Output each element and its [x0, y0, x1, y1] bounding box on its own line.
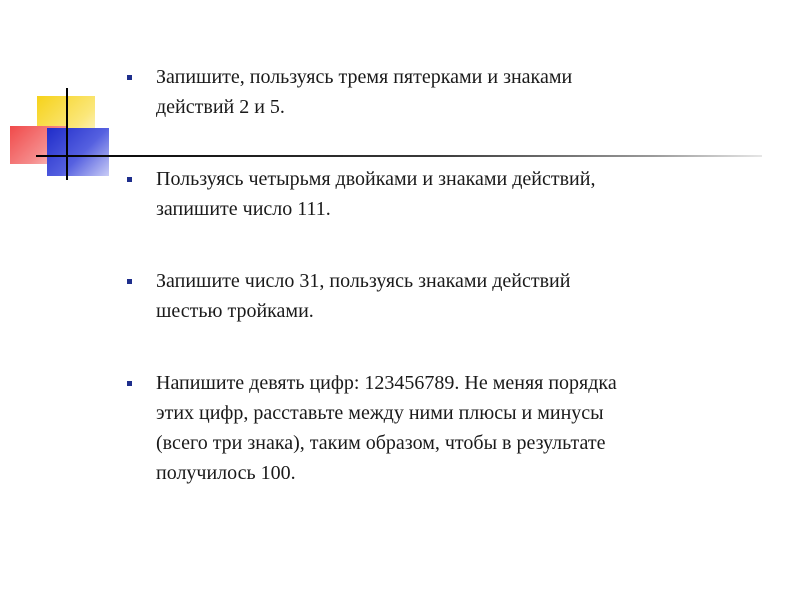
list-item	[126, 164, 786, 224]
list-item-text: Запишите, пользуясь тремя пятерками и знаками действий 2 и 5.	[156, 66, 573, 118]
vertical-divider-line	[66, 88, 68, 180]
square-bullet-icon	[127, 177, 132, 182]
bullet-list	[126, 62, 786, 530]
list-item	[126, 368, 786, 488]
square-bullet-icon	[127, 75, 132, 80]
list-item-text: Пользуясь четырьмя двойками и знаками действий, запишите число 111.	[156, 168, 596, 220]
blue-square-decoration	[47, 128, 109, 176]
square-bullet-icon	[127, 279, 132, 284]
list-item	[126, 62, 786, 122]
square-bullet-icon	[127, 381, 132, 386]
list-item	[126, 266, 786, 326]
list-item-text: Запишите число 31, пользуясь знаками действий шестью тройками.	[156, 270, 571, 322]
list-item-text: Напишите девять цифр: 123456789. Не меняя порядка этих цифр, расставьте между ними плюсы и минусы (всего три знака), таким образом, чтобы в результате получилось 100.	[156, 372, 617, 484]
